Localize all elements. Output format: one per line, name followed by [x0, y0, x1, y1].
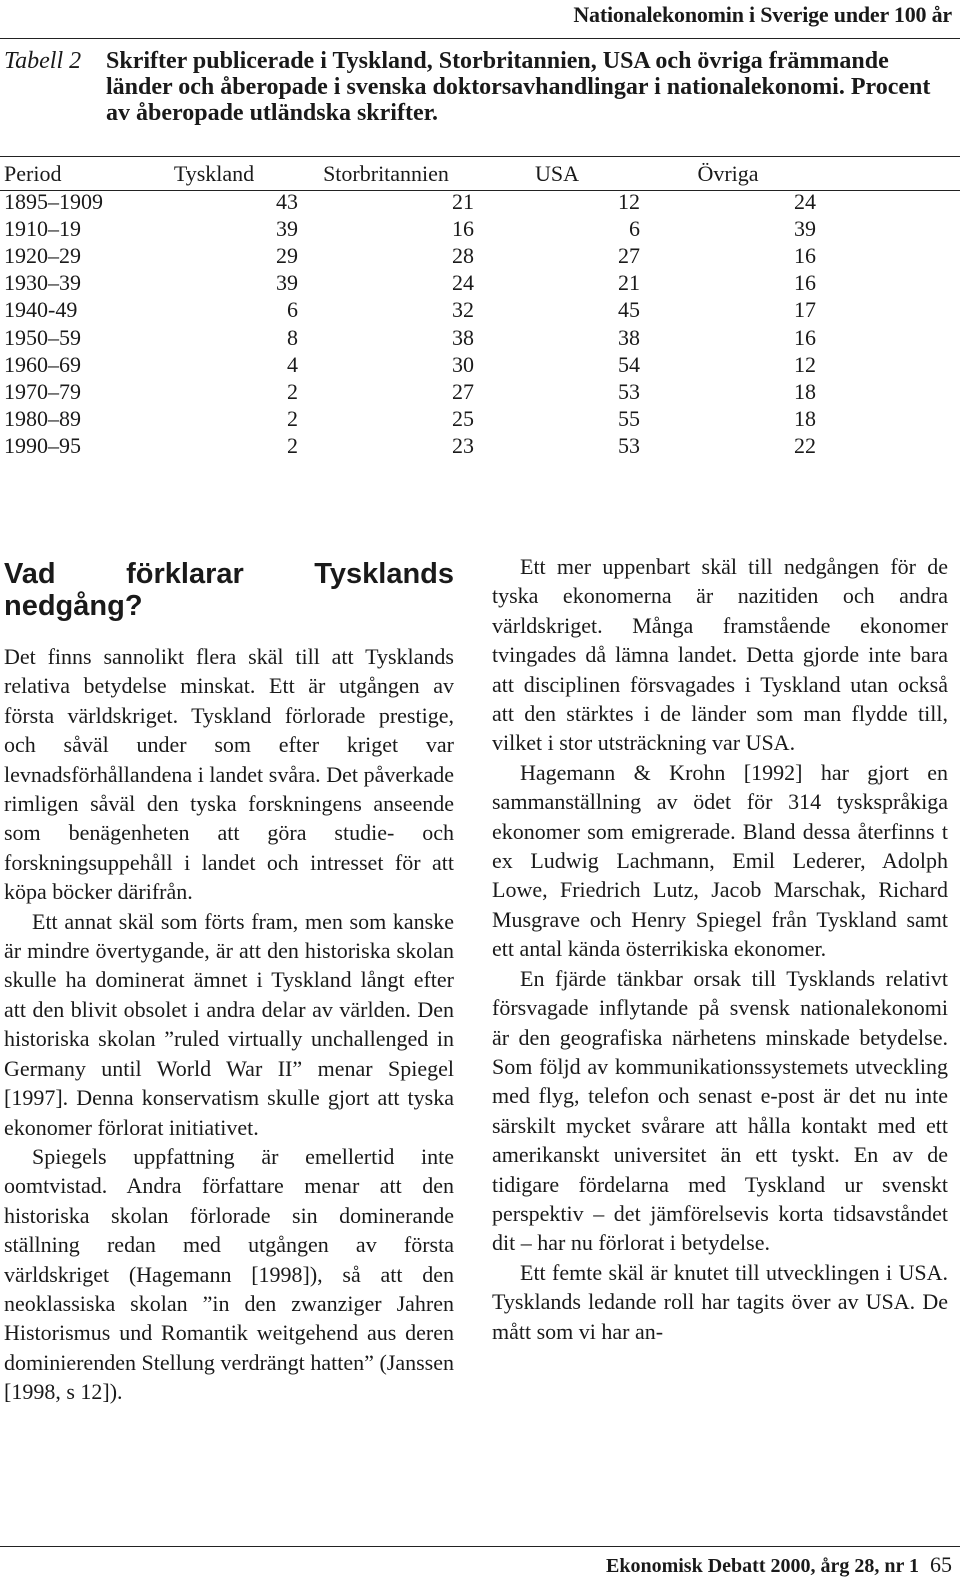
journal-citation: Ekonomisk Debatt 2000, årg 28, nr 1 — [606, 1555, 919, 1577]
value-cell: 6 — [287, 297, 298, 323]
value-cell: 16 — [794, 324, 816, 350]
paragraph: Ett femte skäl är knutet till utvecklingen i USA. Tysklands ledande roll har tagits över av USA. De mått som vi har an- — [492, 1259, 948, 1344]
value-cell: 2 — [287, 406, 298, 432]
value-cell: 12 — [794, 351, 816, 377]
value-cell: 2 — [287, 378, 298, 404]
column-header: USA — [534, 161, 579, 186]
table-row — [0, 406, 960, 433]
period-cell: 1960–69 — [4, 351, 81, 377]
table-row — [0, 433, 960, 460]
paragraph: Spiegels uppfattning är emellertid inte oomtvistad. Andra författare menar att den historiska skolan förlorade sin dominerande ställning redan med utgången av första världskriget (Hagemann [1998]), så att den neoklassiska skolan ”in den zwanziger Jahren Historismus und Romantik weitgehend aus deren dominierenden Stellung verdrängt hatten” (Janssen [1998, s 12]). — [4, 1143, 454, 1405]
value-cell: 29 — [276, 242, 298, 268]
value-cell: 39 — [794, 215, 816, 241]
table-row — [0, 297, 960, 324]
value-cell: 45 — [618, 297, 640, 323]
value-cell: 16 — [794, 242, 816, 268]
value-cell: 30 — [452, 351, 474, 377]
value-cell: 21 — [618, 270, 640, 296]
period-cell: 1930–39 — [4, 270, 81, 296]
table-row — [0, 242, 960, 269]
value-cell: 25 — [452, 406, 474, 432]
table-row — [0, 270, 960, 297]
value-cell: 21 — [452, 188, 474, 214]
period-cell: 1970–79 — [4, 378, 81, 404]
value-cell: 53 — [618, 378, 640, 404]
value-cell: 23 — [452, 433, 474, 459]
value-cell: 8 — [287, 324, 298, 350]
table-row — [0, 378, 960, 405]
running-head: Nationalekonomin i Sverige under 100 år — [573, 2, 952, 27]
value-cell: 24 — [794, 188, 816, 214]
value-cell: 38 — [452, 324, 474, 350]
right-column — [492, 552, 948, 1346]
value-cell: 32 — [452, 297, 474, 323]
table-label: Tabell 2 — [4, 48, 82, 74]
value-cell: 53 — [618, 433, 640, 459]
value-cell: 22 — [794, 433, 816, 459]
column-header: Period — [4, 161, 62, 186]
period-cell: 1990–95 — [4, 433, 81, 459]
period-cell: 1895–1909 — [4, 188, 103, 214]
data-table — [0, 160, 960, 460]
footer — [606, 1552, 952, 1578]
column-header: Övriga — [697, 161, 759, 186]
period-cell: 1920–29 — [4, 242, 81, 268]
period-cell: 1950–59 — [4, 324, 81, 350]
table-caption — [4, 48, 954, 126]
table-row — [0, 215, 960, 242]
paragraph: Ett mer uppenbart skäl till nedgången för de tyska ekonomerna är nazitiden och andra världskriget. Många framstående ekonomer tvingades då lämna landet. Detta gjorde inte bara att disciplinen försvagades i Tyskland utan också att den stärktes i de länder som man flydde till, vilket i stor utsträckning var USA. — [492, 554, 948, 756]
value-cell: 54 — [618, 351, 640, 377]
value-cell: 38 — [618, 324, 640, 350]
value-cell: 2 — [287, 433, 298, 459]
value-cell: 18 — [794, 378, 816, 404]
table-row — [0, 324, 960, 351]
top-rule — [0, 38, 960, 39]
value-cell: 24 — [452, 270, 474, 296]
value-cell: 39 — [276, 270, 298, 296]
value-cell: 6 — [629, 215, 640, 241]
value-cell: 17 — [794, 297, 816, 323]
page-number: 65 — [930, 1552, 952, 1577]
table-row — [0, 351, 960, 378]
value-cell: 39 — [276, 215, 298, 241]
paragraph: En fjärde tänkbar orsak till Tysklands relativt försvagade inflytande på svensk nationalekonomi är den geografiska närhetens minskade betydelse. Som följd av kommunikationssystemets utveckling med flyg, telefon och senast e-post är det nu inte särskilt mycket svårare att hålla kontakt med ett amerikanskt universitet än ett tyskt. En av de tidigare fördelarna med Tyskland ur svenskt perspektiv – det jämförelsevis korta tidsavståndet dit – har nu förlorat i betydelse. — [492, 965, 948, 1256]
section-heading: Vad förklarar Tysklands nedgång? — [4, 558, 454, 622]
table-row — [0, 188, 960, 215]
value-cell: 18 — [794, 406, 816, 432]
column-header: Storbritannien — [323, 161, 449, 186]
column-header: Tyskland — [173, 161, 255, 186]
value-cell: 12 — [618, 188, 640, 214]
table-header-row — [0, 160, 960, 188]
paragraph: Hagemann & Krohn [1992] har gjort en sammanställning av ödet för 314 tyskspråkiga ekonomer som emigrerade. Bland dessa återfinns t ex Ludwig Lachmann, Emil Lederer, Adolph Lowe, Friedrich Lutz, Jacob Marschak, Richard Musgrave och Henry Spiegel från Tyskland samt ett antal kända österrikiska ekonomer. — [492, 759, 948, 962]
left-column — [4, 552, 454, 1407]
table-top-rule — [0, 156, 960, 157]
value-cell: 16 — [794, 270, 816, 296]
paragraph: Ett annat skäl som förts fram, men som kanske är mindre övertygande, är att den historiska skolan skulle ha dominerat ämnet i Tyskland långt efter att den blivit obsolet i andra delar av världen. Den historiska skolan ”ruled virtually unchallenged in Germany until World War II” menar Spiegel [1997]. Denna konservatism skulle gjort att tyska ekonomer förlorat initiativet. — [4, 908, 454, 1140]
value-cell: 55 — [618, 406, 640, 432]
period-cell: 1980–89 — [4, 406, 81, 432]
value-cell: 43 — [276, 188, 298, 214]
table-title: Skrifter publicerade i Tyskland, Storbritannien, USA och övriga främmande länder och åberopade i svenska doktorsavhandlingar i nationalekonomi. Procent av åberopade utländska skrifter. — [106, 48, 931, 126]
period-cell: 1910–19 — [4, 215, 81, 241]
period-cell: 1940-49 — [4, 297, 78, 323]
bottom-rule — [0, 1546, 960, 1547]
value-cell: 28 — [452, 242, 474, 268]
paragraph: Det finns sannolikt flera skäl till att Tysklands relativa betydelse minskat. Ett är utgången av första världskriget. Tyskland förlorade prestige, och såväl under som efter kriget var levnadsförhållandena i landet svåra. Det påverkade rimligen såväl den tyska forskningens anseende som benägenheten att göra studie- och forskningsuppehåll i landet och intresset för att köpa böcker därifrån. — [4, 644, 454, 905]
value-cell: 27 — [452, 378, 474, 404]
value-cell: 27 — [618, 242, 640, 268]
value-cell: 4 — [287, 351, 298, 377]
value-cell: 16 — [452, 215, 474, 241]
